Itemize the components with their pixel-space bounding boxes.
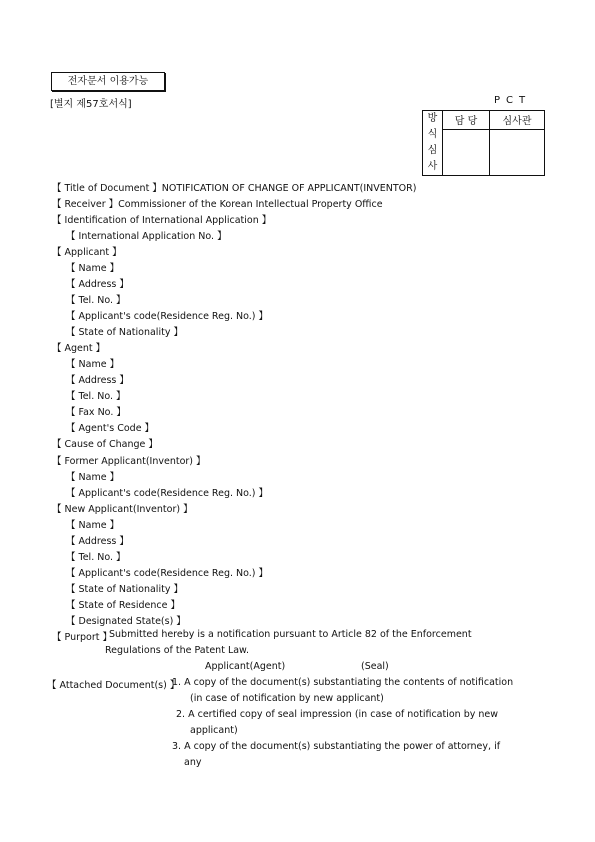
pct-label: PCT: [494, 95, 532, 106]
attached-item-3-line2: any: [184, 757, 202, 768]
field-former: 【 Former Applicant(Inventor) 】: [52, 456, 206, 467]
purport-text-line2: Regulations of the Patent Law.: [105, 645, 249, 656]
field-agent: 【 Agent 】: [52, 343, 106, 354]
field-applicant-address: 【 Address 】: [66, 279, 129, 290]
field-former-name: 【 Name 】: [66, 472, 120, 483]
signature-label: Applicant(Agent): [205, 661, 286, 672]
field-applicant-tel: 【 Tel. No. 】: [66, 295, 126, 306]
field-agent-address: 【 Address 】: [66, 375, 129, 386]
field-applicant-nationality: 【 State of Nationality 】: [66, 327, 183, 338]
review-examiner-cell: [490, 129, 545, 175]
field-new-residence: 【 State of Residence 】: [66, 600, 180, 611]
field-intl-app: 【 Identification of International Application 】: [52, 215, 272, 226]
field-applicant-code: 【 Applicant's code(Residence Reg. No.) 】: [66, 311, 269, 322]
attached-item-2-line2: applicant): [190, 725, 238, 736]
field-former-code: 【 Applicant's code(Residence Reg. No.) 】: [66, 488, 269, 499]
review-col-staff: 담 당: [443, 111, 490, 130]
review-side-label: 방 식 심 사: [423, 111, 443, 176]
field-receiver: 【 Receiver 】Commissioner of the Korean Intellectual Property Office: [52, 199, 383, 210]
field-applicant: 【 Applicant 】: [52, 247, 122, 258]
seal-label: (Seal): [361, 661, 389, 672]
attached-item-3-line1: 3. A copy of the document(s) substantiating the power of attorney, if: [172, 741, 501, 752]
field-attached-label: 【 Attached Document(s) 】: [47, 680, 180, 691]
purport-text-line1: Submitted hereby is a notification pursuant to Article 82 of the Enforcement: [109, 629, 472, 640]
field-new-address: 【 Address 】: [66, 536, 129, 547]
field-intl-app-no: 【 International Application No. 】: [66, 231, 227, 242]
field-new-designated: 【 Designated State(s) 】: [66, 616, 186, 627]
form-number: [별지 제57호서식]: [50, 99, 132, 110]
field-new-code: 【 Applicant's code(Residence Reg. No.) 】: [66, 568, 269, 579]
attached-item-2-line1: 2. A certified copy of seal impression (in case of notification by new: [176, 709, 499, 720]
review-col-examiner: 심사관: [490, 111, 545, 130]
field-cause: 【 Cause of Change 】: [52, 439, 158, 450]
field-new: 【 New Applicant(Inventor) 】: [52, 504, 193, 515]
field-new-nationality: 【 State of Nationality 】: [66, 584, 183, 595]
field-applicant-name: 【 Name 】: [66, 263, 120, 274]
field-new-tel: 【 Tel. No. 】: [66, 552, 126, 563]
field-agent-tel: 【 Tel. No. 】: [66, 391, 126, 402]
review-staff-cell: [443, 129, 490, 175]
attached-item-1-line1: 1. A copy of the document(s) substantiating the contents of notification: [172, 677, 514, 688]
electronic-available-label: 전자문서 이용가능: [51, 72, 165, 91]
field-new-name: 【 Name 】: [66, 520, 120, 531]
field-agent-fax: 【 Fax No. 】: [66, 407, 126, 418]
field-agent-name: 【 Name 】: [66, 359, 120, 370]
field-agent-code: 【 Agent's Code 】: [66, 423, 155, 434]
review-box: [422, 110, 545, 176]
field-title: 【 Title of Document 】NOTIFICATION OF CHANGE OF APPLICANT(INVENTOR): [52, 183, 417, 194]
attached-item-1-line2: (in case of notification by new applicant): [190, 693, 384, 704]
field-purport-label: 【 Purport 】: [52, 632, 113, 643]
